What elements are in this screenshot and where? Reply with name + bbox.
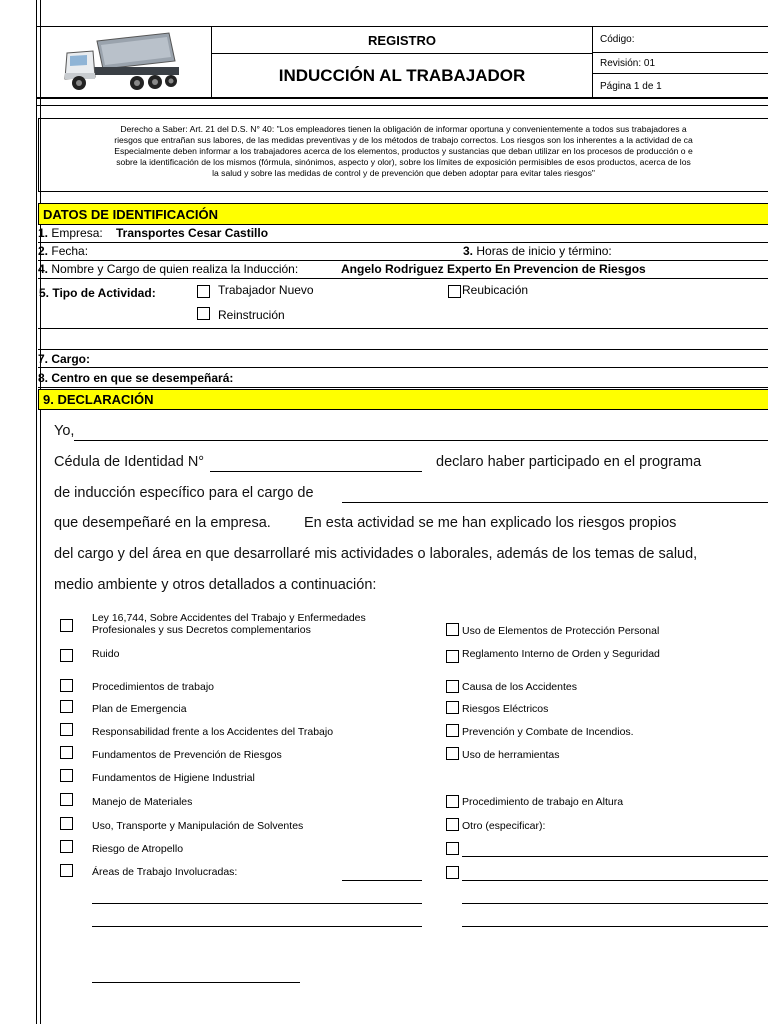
reglamento-checkbox[interactable] (446, 650, 459, 663)
notice-line: riesgos que entrañan sus labores, de las medidas preventivas y de los métodos de trabajo correctos. Los riesgos son los inherentes a la actividad de ca (114, 135, 693, 145)
document-title: INDUCCIÓN AL TRABAJADOR (212, 54, 593, 97)
empresa-number: 1. (38, 226, 49, 240)
empresa-value[interactable]: Transportes Cesar Castillo (116, 226, 269, 240)
manejo-materiales-label: Manejo de Materiales (92, 796, 193, 808)
centro-label: 8. Centro en que se desempeñará: (38, 371, 234, 385)
fundamentos-higiene-label: Fundamentos de Higiene Industrial (92, 772, 255, 784)
manejo-materiales-checkbox[interactable] (60, 793, 73, 806)
areas-trabajo-checkbox[interactable] (60, 864, 73, 877)
otro-checkbox[interactable] (446, 818, 459, 831)
ley-16744-label-1: Ley 16,744, Sobre Accidentes del Trabajo y Enfermedades (92, 612, 366, 624)
actividad-text: En esta actividad se me han explicado los riesgos propios (304, 515, 677, 531)
otro-extra-checkbox-2[interactable] (446, 866, 459, 879)
revision-field: Revisión: 01 (593, 54, 768, 74)
cargo-row (38, 350, 768, 368)
plan-emergencia-label: Plan de Emergencia (92, 703, 187, 715)
reubicacion-label: Reubicación (462, 283, 529, 297)
solventes-label: Uso, Transporte y Manipulación de Solventes (92, 820, 304, 832)
frame-left-border (36, 0, 37, 1024)
areas-trabajo-label: Áreas de Trabajo Involucradas: (92, 866, 238, 878)
reinstrucion-checkbox[interactable] (197, 307, 210, 320)
fecha-label: Fecha: (51, 244, 89, 258)
epp-label: Uso de Elementos de Protección Personal (462, 625, 660, 637)
medio-ambiente-text: medio ambiente y otros detallados a continuación: (54, 577, 377, 593)
document-header (36, 26, 768, 98)
cedula-input-line[interactable] (210, 471, 422, 472)
notice-line: Derecho a Saber: Art. 21 del D.S. N° 40: "Los empleadores tienen la obligación de informar oportuna y convenientemente a todos sus trabajadores a (120, 124, 687, 134)
horas-label: Horas de inicio y término: (476, 244, 612, 258)
notice-line: Especialmente deben informar a los trabajadores acerca de los elementos, productos y sustancias que deban utilizar en los procesos de producción o e (114, 146, 693, 156)
horas-number: 3. (463, 244, 474, 258)
declaracion-heading: 9. DECLARACIÓN (38, 389, 768, 410)
notice-line: la salud y sobre las medidas de control y de prevención que deben adoptar para evitar tales riesgos" (212, 168, 595, 178)
que-text: que desempeñaré en la empresa. (54, 515, 271, 531)
incendios-checkbox[interactable] (446, 724, 459, 737)
header-divider (36, 98, 768, 106)
herramientas-checkbox[interactable] (446, 747, 459, 760)
tipo-actividad-label: 5. Tipo de Actividad: (39, 286, 156, 300)
ley-16744-label-2: Profesionales y sus Decretos complementarios (92, 624, 311, 636)
reglamento-label: Reglamento Interno de Orden y Seguridad (462, 648, 660, 660)
cargo-label: 7. Cargo: (38, 352, 91, 366)
fundamentos-prevencion-label: Fundamentos de Prevención de Riesgos (92, 749, 282, 761)
fecha-number: 2. (38, 244, 49, 258)
declaro-text: declaro haber participado en el programa (436, 454, 702, 470)
causa-accidentes-label: Causa de los Accidentes (462, 681, 577, 693)
trabajador-nuevo-checkbox[interactable] (197, 285, 210, 298)
herramientas-label: Uso de herramientas (462, 749, 560, 761)
otro-input-line[interactable] (462, 856, 768, 857)
datos-identificacion-heading: DATOS DE IDENTIFICACIÓN (38, 203, 768, 225)
derecho-a-saber-notice (38, 118, 768, 192)
epp-checkbox[interactable] (446, 623, 459, 636)
areas-input-line[interactable] (342, 880, 422, 881)
areas-input-line[interactable] (92, 926, 422, 927)
cedula-label: Cédula de Identidad N° (54, 454, 205, 470)
signature-line[interactable] (92, 982, 300, 983)
ruido-label: Ruido (92, 648, 120, 660)
cargo-input-line[interactable] (342, 502, 768, 503)
otro-label: Otro (especificar): (462, 820, 546, 832)
fundamentos-higiene-checkbox[interactable] (60, 769, 73, 782)
nombre-row (38, 261, 768, 279)
otro-input-line[interactable] (462, 903, 768, 904)
procedimientos-label: Procedimientos de trabajo (92, 681, 214, 693)
divider (38, 328, 768, 329)
truck-logo (37, 27, 212, 97)
yo-label: Yo, (54, 423, 75, 439)
induccion-text: de inducción específico para el cargo de (54, 485, 314, 501)
notice-line: sobre la identificación de los mismos (fórmula, sinónimos, aspecto y olor), sobre los límites de exposición permisibles de esos productos, acerca de los (116, 157, 691, 167)
del-cargo-text: del cargo y del área en que desarrollaré mis actividades o laborales, además de los temas de salud, (54, 546, 698, 562)
centro-row (38, 368, 768, 388)
yo-input-line[interactable] (74, 440, 768, 441)
otro-input-line[interactable] (462, 880, 768, 881)
empresa-label: Empresa: (51, 226, 103, 240)
riesgos-electricos-checkbox[interactable] (446, 701, 459, 714)
trabajador-nuevo-label: Trabajador Nuevo (218, 283, 314, 297)
responsabilidad-label: Responsabilidad frente a los Accidentes del Trabajo (92, 726, 334, 738)
reubicacion-checkbox[interactable] (448, 285, 461, 298)
atropello-checkbox[interactable] (60, 840, 73, 853)
atropello-label: Riesgo de Atropello (92, 843, 184, 855)
areas-input-line[interactable] (92, 903, 422, 904)
ley-16744-checkbox[interactable] (60, 619, 73, 632)
registro-label: REGISTRO (212, 27, 593, 54)
fecha-row (38, 243, 768, 261)
reinstrucion-label: Reinstrución (218, 308, 285, 322)
incendios-label: Prevención y Combate de Incendios. (462, 726, 634, 738)
ruido-checkbox[interactable] (60, 649, 73, 662)
otro-extra-checkbox[interactable] (446, 842, 459, 855)
procedimientos-checkbox[interactable] (60, 679, 73, 692)
nombre-number: 4. (38, 262, 49, 276)
dump-truck-icon (37, 27, 211, 97)
pagina-field: Página 1 de 1 (600, 80, 662, 92)
solventes-checkbox[interactable] (60, 817, 73, 830)
responsabilidad-checkbox[interactable] (60, 723, 73, 736)
nombre-value[interactable]: Angelo Rodriguez Experto En Prevencion de Riesgos (341, 262, 646, 276)
altura-checkbox[interactable] (446, 795, 459, 808)
plan-emergencia-checkbox[interactable] (60, 700, 73, 713)
codigo-field: Código: (593, 27, 768, 53)
causa-accidentes-checkbox[interactable] (446, 680, 459, 693)
empresa-row (38, 225, 768, 243)
otro-input-line[interactable] (462, 926, 768, 927)
fundamentos-prevencion-checkbox[interactable] (60, 746, 73, 759)
nombre-label: Nombre y Cargo de quien realiza la Inducción: (51, 262, 299, 276)
riesgos-electricos-label: Riesgos Eléctricos (462, 703, 549, 715)
altura-label: Procedimiento de trabajo en Altura (462, 796, 624, 808)
